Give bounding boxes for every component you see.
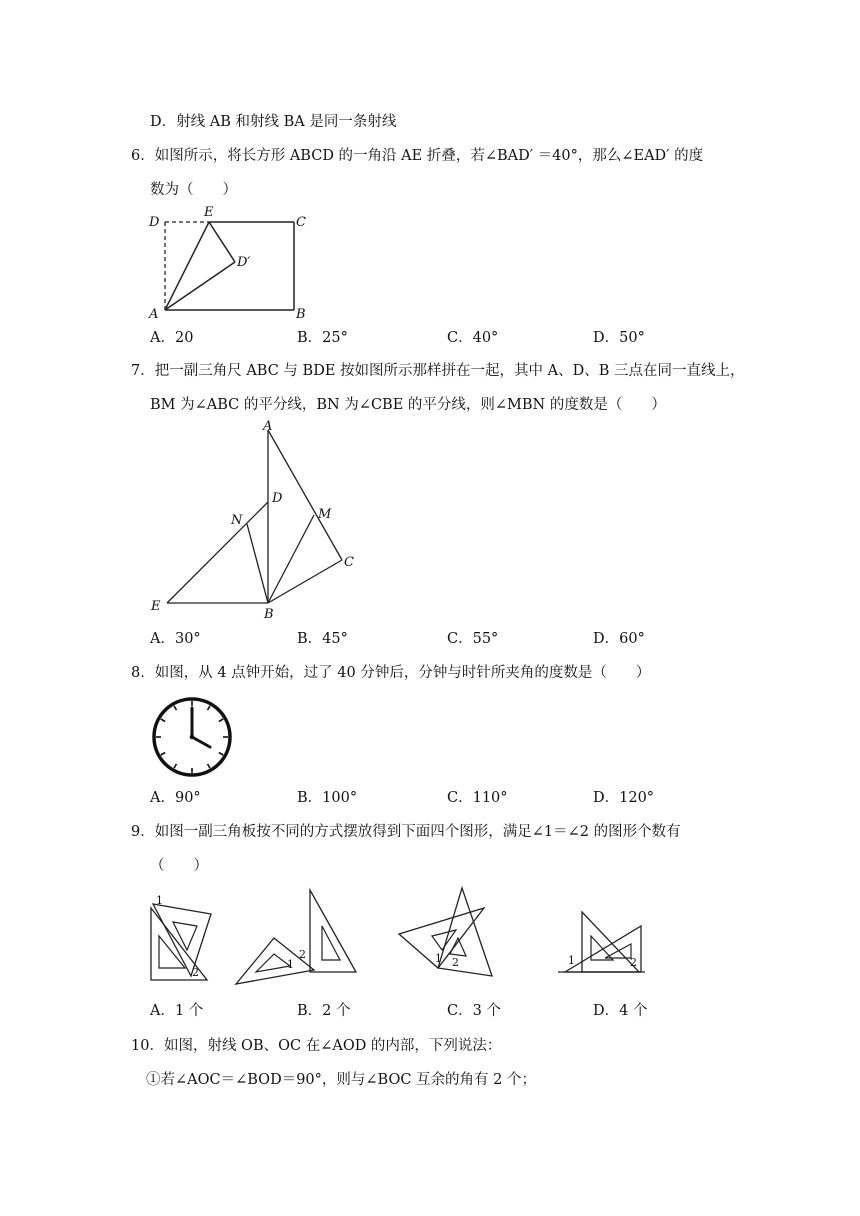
q9-figure-3 (396, 884, 501, 989)
q5-option-d: D．射线 AB 和射线 BA 是同一条射线 (150, 114, 397, 130)
q7-option-c[interactable]: C．55° (447, 631, 499, 647)
q9-figure-4 (555, 886, 650, 986)
q9-f3-label-1: 1 (435, 952, 442, 965)
q9-option-a[interactable]: A．1 个 (150, 1003, 204, 1019)
q9-figure-1 (145, 890, 215, 990)
q6-label-a: A (149, 307, 159, 322)
clock-icon (151, 696, 233, 778)
q7-label-a: A (263, 419, 273, 434)
q9-stem-line2: （ ） (150, 858, 208, 874)
q8-option-c[interactable]: C．110° (447, 790, 508, 806)
q7-option-d[interactable]: D．60° (593, 631, 645, 647)
q7-option-a[interactable]: A．30° (150, 631, 201, 647)
q9-option-c[interactable]: C．3 个 (447, 1003, 501, 1019)
q9-option-b[interactable]: B．2 个 (297, 1003, 351, 1019)
q6-option-d[interactable]: D．50° (593, 330, 645, 346)
q6-label-b: B (296, 307, 306, 322)
q9-figure-2 (232, 886, 362, 991)
q9-f4-label-2: 2 (630, 956, 637, 969)
q6-label-d: D (149, 215, 160, 230)
q7-label-m: M (318, 507, 332, 522)
q8-option-d[interactable]: D．120° (593, 790, 655, 806)
q6-figure (145, 202, 315, 322)
q6-option-a[interactable]: A．20 (150, 330, 194, 346)
q7-figure (145, 418, 370, 623)
q6-label-e: E (204, 205, 214, 220)
q8-stem-line1: 8．如图，从 4 点钟开始，过了 40 分钟后，分钟与时针所夹角的度数是（ ） (131, 665, 651, 681)
q8-option-a[interactable]: A．90° (150, 790, 201, 806)
q7-label-b: B (264, 607, 274, 622)
q6-stem-line1: 6．如图所示，将长方形 ABCD 的一角沿 AE 折叠，若∠BAD′ ＝40°，那么∠EAD′ 的度 (131, 148, 704, 164)
q9-stem-line1: 9．如图一副三角板按不同的方式摆放得到下面四个图形，满足∠1＝∠2 的图形个数有 (131, 824, 681, 840)
q7-label-n: N (231, 513, 243, 528)
q7-label-e: E (151, 599, 161, 614)
q7-stem-line2: BM 为∠ABC 的平分线，BN 为∠CBE 的平分线，则∠MBN 的度数是（ ） (150, 397, 666, 413)
q9-f2-label-2: 2 (299, 948, 306, 961)
q6-label-dprime: D′ (237, 255, 251, 270)
q7-stem-line1: 7．把一副三角尺 ABC 与 BDE 按如图所示那样拼在一起，其中 A、D、B 三点在同一直线上， (131, 363, 745, 379)
q6-label-c: C (296, 215, 306, 230)
q6-option-b[interactable]: B．25° (297, 330, 348, 346)
q9-f2-label-1: 1 (287, 958, 294, 971)
q10-stem-line1: 10．如图，射线 OB、OC 在∠AOD 的内部，下列说法： (131, 1038, 502, 1054)
q9-f1-label-1: 1 (156, 894, 163, 907)
q7-label-c: C (344, 555, 354, 570)
q7-option-b[interactable]: B．45° (297, 631, 348, 647)
q9-f4-label-1: 1 (568, 954, 575, 967)
q9-f3-label-2: 2 (452, 956, 459, 969)
q8-option-b[interactable]: B．100° (297, 790, 358, 806)
q6-stem-line2: 数为（ ） (150, 182, 237, 198)
q9-f1-label-2: 2 (192, 966, 199, 979)
q9-option-d[interactable]: D．4 个 (593, 1003, 648, 1019)
q6-option-c[interactable]: C．40° (447, 330, 499, 346)
q7-label-d: D (272, 491, 283, 506)
q10-item-1: ①若∠AOC＝∠BOD＝90°，则与∠BOC 互余的角有 2 个； (146, 1072, 536, 1088)
